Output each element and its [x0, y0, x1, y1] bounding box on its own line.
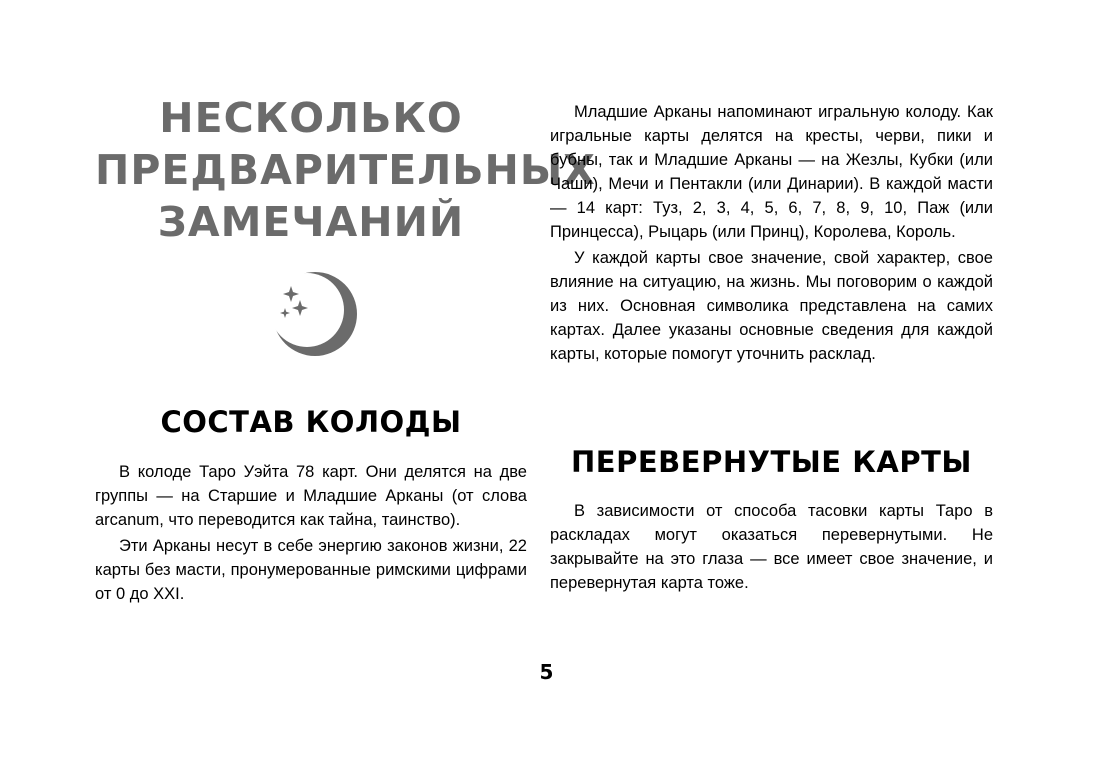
crescent-moon-icon [261, 270, 361, 360]
paragraph: В зависимости от способа тасовки карты Таро в раскладах могут оказаться перевернутыми. Не закрывайте на это глаза — все имеет свое значение, и перевернутая карта тоже. [550, 502, 993, 592]
chapter-title-line: ЗАМЕЧАНИЙ [157, 198, 465, 246]
paragraph: Эти Арканы несут в себе энергию законов жизни, 22 карты без масти, пронумерованные римскими цифрами от 0 до XXI. [95, 537, 527, 603]
chapter-title-line: НЕСКОЛЬКО [159, 94, 463, 142]
paragraph: Младшие Арканы напоминают игральную колоду. Как игральные карты делятся на кресты, черви, пики и бубны, так и Младшие Арканы — на Жезлы, Кубки (или Чаши), Мечи и Пентакли (или Динарии). В каждой масти — 14 карт: Туз, 2, 3, 4, 5, 6, 7, 8, 9, 10, Паж (или Принцесса), Рыцарь (или Принц), Королева, Король. [550, 103, 993, 241]
chapter-title [95, 92, 596, 248]
paragraph: В колоде Таро Уэйта 78 карт. Они делятся на две группы — на Старшие и Младшие Арканы (от слова arcanum, что переводится как тайна, таинство). [95, 463, 527, 529]
intro-body [550, 100, 993, 366]
paragraph: У каждой карты свое значение, свой характер, свое влияние на ситуацию, на жизнь. Мы поговорим о каждой из них. Основная символика представлена на самих картах. Далее указаны основные сведения для каждой карты, которые помогут уточнить расклад. [550, 249, 993, 363]
ornament [95, 270, 527, 360]
page-number: 5 [539, 660, 554, 684]
section-body [95, 460, 527, 606]
section-body [550, 499, 993, 595]
section-title-reversed: ПЕРЕВЕРНУТЫЕ КАРТЫ [571, 445, 972, 479]
section-title-deck: СОСТАВ КОЛОДЫ [160, 405, 462, 439]
left-column [95, 92, 596, 606]
right-column [550, 100, 993, 595]
chapter-title-line: ПРЕДВАРИТЕЛЬНЫХ [95, 146, 596, 194]
